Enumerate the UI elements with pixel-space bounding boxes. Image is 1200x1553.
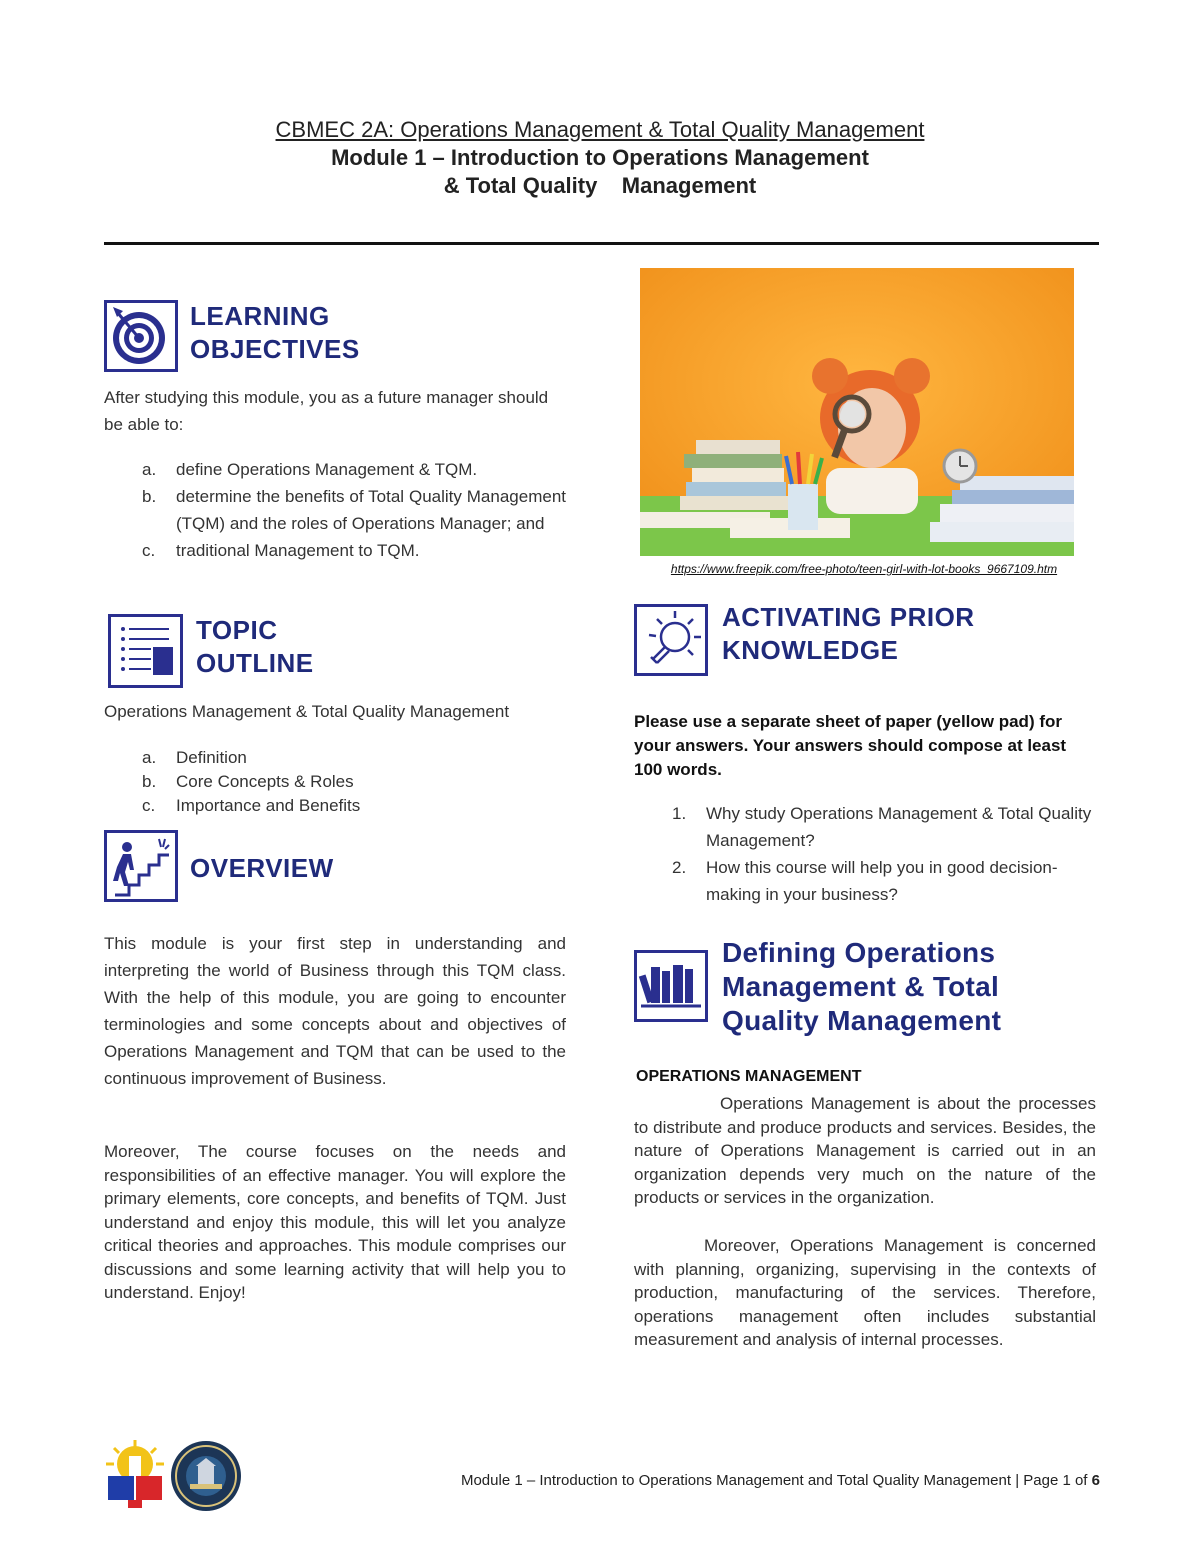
list-text: define Operations Management & TQM. xyxy=(176,460,478,479)
list-text: Importance and Benefits xyxy=(176,796,361,815)
prior-instruction: Please use a separate sheet of paper (yellow pad) for your answers. Your answers should compose at least 100 words. xyxy=(634,712,1067,779)
overview-paragraph-1: This module is your first step in understanding and interpreting the world of Business through this TQM class. With the help of this module, you are going to encounter terminologies and some concepts about and objectives of Operations Management and TQM that can be used to the continuous improvement of Business. xyxy=(104,934,566,1088)
prior-questions xyxy=(634,800,1096,908)
list-item xyxy=(634,800,1096,854)
list-item xyxy=(104,794,566,818)
outline-heading xyxy=(196,614,314,680)
page-footer xyxy=(340,1472,1100,1489)
defining-heading-line1: Defining Operations xyxy=(722,937,996,968)
list-text: determine the benefits of Total Quality Management (TQM) and the roles of Operations Manager; and xyxy=(176,487,566,533)
list-text: Why study Operations Management & Total Quality Management? xyxy=(706,804,1092,850)
deped-logo xyxy=(104,1440,166,1512)
objectives-heading-line1: LEARNING xyxy=(190,301,330,331)
stairs-icon xyxy=(104,830,178,902)
lightbulb-icon xyxy=(634,604,708,676)
objectives-heading xyxy=(190,300,360,366)
list-item xyxy=(104,483,566,537)
objectives-intro: After studying this module, you as a future manager should be able to: xyxy=(104,388,549,434)
list-item xyxy=(104,770,566,794)
list-marker: a. xyxy=(142,748,157,767)
objectives-heading-line2: OBJECTIVES xyxy=(190,334,360,364)
outline-intro: Operations Management & Total Quality Management xyxy=(104,702,510,721)
defining-heading xyxy=(722,936,1001,1038)
books-icon xyxy=(634,950,708,1022)
footer-total-pages: 6 xyxy=(1091,1472,1100,1489)
outline-heading-line2: OUTLINE xyxy=(196,648,314,678)
list-item xyxy=(104,746,566,770)
list-marker: 2. xyxy=(672,858,687,877)
list-item xyxy=(104,456,566,483)
overview-heading: OVERVIEW xyxy=(190,853,334,883)
list-marker: a. xyxy=(142,460,157,479)
om-paragraph-1: Operations Management is about the processes to distribute and produce products and services. Besides, the nature of Operations Management is carried out in an organization depends very much on the nature of the products or services in the organization. xyxy=(634,1094,1096,1207)
outline-list xyxy=(104,746,566,818)
module-title-line1: Module 1 – Introduction to Operations Management xyxy=(331,145,869,170)
list-text: Core Concepts & Roles xyxy=(176,772,354,791)
list-marker: b. xyxy=(142,487,157,506)
target-icon xyxy=(104,300,178,372)
list-text: traditional Management to TQM. xyxy=(176,541,420,560)
photo-credit-link[interactable]: https://www.freepik.com/free-photo/teen-girl-with-lot-books_9667109.htm xyxy=(670,562,1058,576)
outline-list-icon xyxy=(108,614,183,688)
list-marker: 1. xyxy=(672,804,687,823)
overview-paragraph-2: Moreover, The course focuses on the needs and responsibilities of an effective manager. You will explore the primary elements, core concepts, and benefits of TQM. Just understand and enjoy this module, this will let you analyze critical theories and approaches. This module comprises our discussions and some learning activity that will help you to understand. Enjoy! xyxy=(104,1142,566,1302)
list-item xyxy=(104,537,566,564)
list-marker: b. xyxy=(142,772,157,791)
list-text: Definition xyxy=(176,748,247,767)
header-rule xyxy=(104,242,1099,245)
defining-heading-line3: Quality Management xyxy=(722,1005,1002,1036)
list-marker: c. xyxy=(142,541,156,560)
list-text: How this course will help you in good decision-making in your business? xyxy=(706,858,1058,904)
module-title-line2: & Total Quality Management xyxy=(443,173,757,198)
course-title: CBMEC 2A: Operations Management & Total Quality Management xyxy=(275,117,925,142)
footer-text: Module 1 – Introduction to Operations Management and Total Quality Management | Page 1 of xyxy=(460,1472,1092,1489)
prior-heading-line2: KNOWLEDGE xyxy=(722,635,899,665)
prior-heading-line1: ACTIVATING PRIOR xyxy=(722,602,975,632)
objectives-list xyxy=(104,456,566,564)
list-item xyxy=(634,854,1096,908)
operations-management-subheading: OPERATIONS MANAGEMENT xyxy=(636,1068,862,1085)
defining-heading-line2: Management & Total xyxy=(722,971,1000,1002)
om-paragraph-2: Moreover, Operations Management is concerned with planning, organizing, supervising in the contexts of production, manufacturing of the services. Therefore, operations management often includes substantial measurement and analysis of internal processes. xyxy=(634,1236,1096,1349)
university-seal xyxy=(170,1440,242,1512)
photo-girl-with-books xyxy=(640,268,1074,556)
prior-knowledge-heading xyxy=(722,601,975,667)
outline-heading-line1: TOPIC xyxy=(196,615,278,645)
list-marker: c. xyxy=(142,796,156,815)
